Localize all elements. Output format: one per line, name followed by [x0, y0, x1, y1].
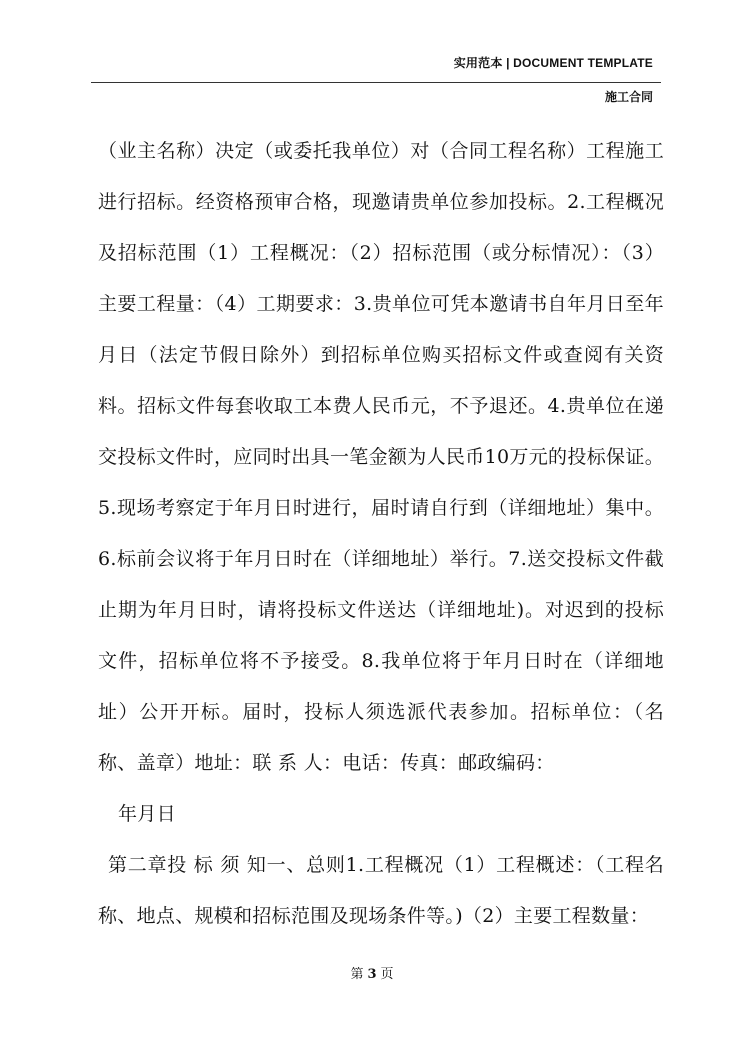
chapter-two-paragraph: 第二章投 标 须 知一、总则1.工程概况（1）工程概述：（工程名称、地点、规模和招标范围及现场条件等。)（2）主要工程数量： — [98, 854, 664, 927]
document-body — [98, 126, 664, 942]
page-number: 3 — [367, 967, 377, 982]
document-category-label: 施工合同 — [604, 90, 653, 104]
page-number-footer — [0, 963, 744, 982]
page-suffix: 页 — [380, 967, 394, 982]
page-prefix: 第 — [350, 967, 364, 982]
date-line: 年月日 — [118, 803, 176, 825]
header-divider — [91, 82, 661, 83]
invitation-paragraph: （业主名称）决定（或委托我单位）对（合同工程名称）工程施工进行招标。经资格预审合格，现邀请贵单位参加投标。2.工程概况及招标范围（1）工程概况：（2）招标范围（或分标情况）：（3）主要工程量：（4）工期要求：3.贵单位可凭本邀请书自年月日至年月日（法定节假日除外）到招标单位购买招标文件或查阅有关资料。招标文件每套收取工本费人民币元，不予退还。4.贵单位在递交投标文件时，应同时出具一笔金额为人民币10万元的投标保证。5.现场考察定于年月日时进行，届时请自行到（详细地址）集中。6.标前会议将于年月日时在（详细地址）举行。7.送交投标文件截止期为年月日时，请将投标文件送达（详细地址)。对迟到的投标文件，招标单位将不予接受。8.我单位将于年月日时在（详细地址）公开开标。届时，投标人须选派代表参加。招标单位：（名称、盖章）地址：联 系 人：电话：传真：邮政编码： — [98, 140, 664, 774]
document-template-header: 实用范本 | DOCUMENT TEMPLATE — [453, 56, 653, 70]
